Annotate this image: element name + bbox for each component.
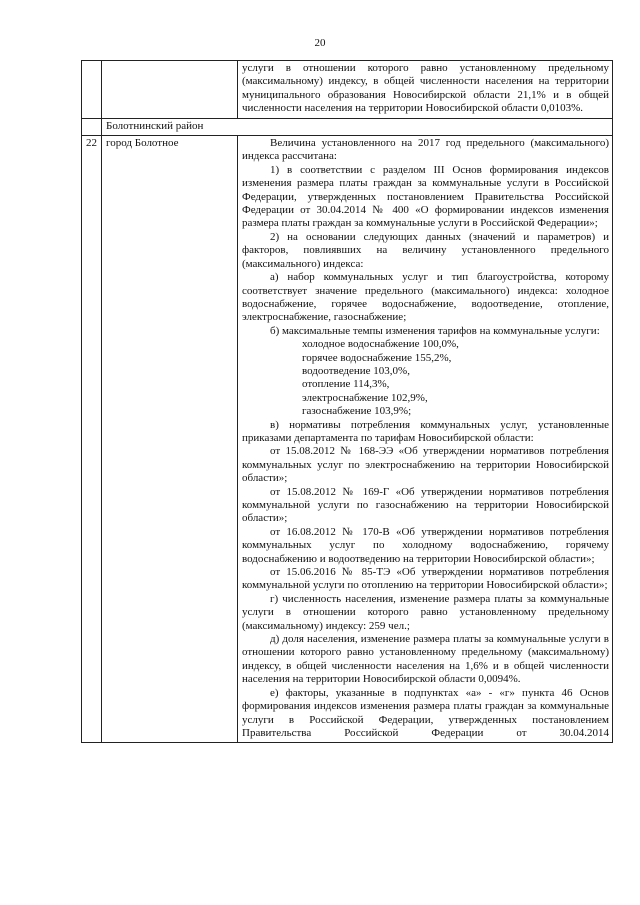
district-name: Болотнинский район — [102, 118, 613, 135]
description-paragraph: г) численность населения, изменение размера платы за коммунальные услуги в отношении которого равно установленному предельному (максимальному) индексу: 259 чел.; — [242, 592, 609, 632]
description-paragraph: д) доля населения, изменение размера платы за коммунальные услуги в отношении которого равно установленному предельному (максимальному) индексу, в общей численности населения на 1,6% и в общей численности населения на территории Новосибирской области 0,0094%. — [242, 633, 609, 686]
row-number: 22 — [82, 136, 102, 743]
table-row — [82, 61, 613, 119]
description-paragraph: от 15.08.2012 № 168-ЭЭ «Об утверждении нормативов потребления коммунальных услуг по электроснабжению на территории Новосибирской области»; — [242, 445, 609, 485]
description-paragraph: в) нормативы потребления коммунальных услуг, установленные приказами департамента по тарифам Новосибирской области: — [242, 418, 609, 444]
index-description — [238, 136, 613, 743]
district-row — [82, 118, 613, 135]
description-paragraph: холодное водоснабжение 100,0%, — [302, 338, 459, 351]
page-number: 20 — [314, 37, 326, 49]
description-paragraph: от 15.08.2012 № 169-Г «Об утверждении нормативов потребления коммунальной услуги по газоснабжению на территории Новосибирской области»; — [242, 485, 609, 525]
district-number-cell — [82, 118, 102, 135]
description-paragraph: электроснабжение 102,9%, — [302, 391, 428, 404]
description-paragraph: услуги в отношении которого равно установленному предельному (максимальному) индексу, в общей численности населения на территории муниципального образования Новосибирской области 21,1% и в общей численности населения на территории Новосибирской области 0,0103%. — [242, 62, 609, 115]
index-table-body — [82, 61, 613, 743]
municipality-name — [102, 61, 238, 119]
description-paragraph: б) максимальные темпы изменения тарифов на коммунальные услуги: — [270, 324, 600, 337]
row-number — [82, 61, 102, 119]
index-table — [81, 60, 613, 743]
description-paragraph: от 16.08.2012 № 170-В «Об утверждении нормативов потребления коммунальных услуг по холодному водоснабжению, горячему водоснабжению и водоотведению на территории Новосибирской области»; — [242, 525, 609, 565]
description-paragraph: отопление 114,3%, — [302, 378, 390, 391]
municipality-name: город Болотное — [102, 136, 238, 743]
description-paragraph: газоснабжение 103,9%; — [302, 405, 412, 418]
description-paragraph: 1) в соответствии с разделом III Основ формирования индексов изменения размера платы граждан за коммунальные услуги в Российской Федерации, утвержденных постановлением Правительства Российской Федерации от 30.04.2014 № 400 «О формировании индексов изменения размера платы граждан за коммунальные услуги в Российской Федерации»; — [242, 163, 609, 230]
description-paragraph: 2) на основании следующих данных (значений и параметров) и факторов, повлиявших на величину установленного предельного (максимального) индекса: — [242, 230, 609, 270]
description-paragraph: от 15.06.2016 № 85-ТЭ «Об утверждении нормативов потребления коммунальной услуги по отоплению на территории Новосибирской области»; — [242, 566, 609, 592]
description-paragraph: а) набор коммунальных услуг и тип благоустройства, которому соответствует значение предельного (максимального) индекса: холодное водоснабжение, горячее водоснабжение, водоотведение, отопление, электроснабжение, газоснабжение; — [242, 271, 609, 324]
description-paragraph: водоотведение 103,0%, — [302, 364, 410, 377]
table-row — [82, 136, 613, 743]
description-paragraph: е) факторы, указанные в подпунктах «а» - «г» пункта 46 Основ формирования индексов изменения размера платы граждан за коммунальные услуги в Российской Федерации, утвержденных постановлением Правительства Российской Федерации от 30.04.2014 — [242, 686, 609, 739]
description-paragraph: Величина установленного на 2017 год предельного (максимального) индекса рассчитана: — [242, 137, 609, 163]
index-description — [238, 61, 613, 119]
description-paragraph: горячее водоснабжение 155,2%, — [302, 351, 452, 364]
